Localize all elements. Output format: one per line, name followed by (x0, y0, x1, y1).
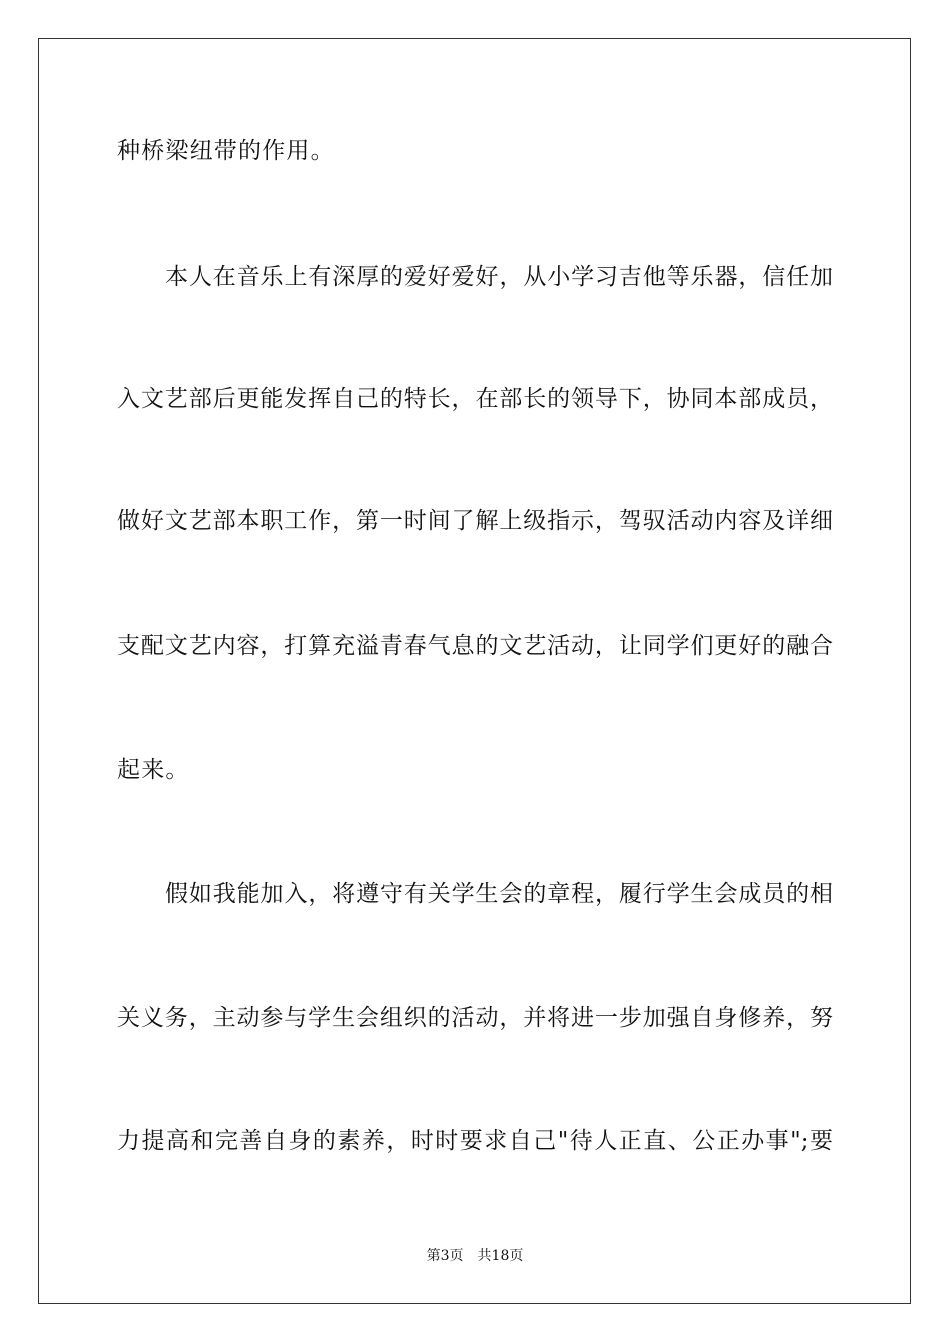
paragraph-line: 力提高和完善自身的素养，时时要求自己"待人正直、公正办事";要 (117, 1128, 833, 1154)
paragraph-line: 种桥梁纽带的作用。 (117, 138, 335, 164)
page-border (38, 38, 911, 1304)
page-number: 第3页 (426, 1248, 464, 1264)
paragraph-line: 本人在音乐上有深厚的爱好爱好，从小学习吉他等乐器，信任加 (165, 264, 833, 290)
paragraph-line: 关义务，主动参与学生会组织的活动，并将进一步加强自身修养，努 (117, 1005, 833, 1031)
paragraph-line: 假如我能加入，将遵守有关学生会的章程，履行学生会成员的相 (165, 881, 833, 907)
page-footer (0, 1247, 950, 1265)
paragraph-line: 做好文艺部本职工作，第一时间了解上级指示，驾驭活动内容及详细 (117, 508, 833, 534)
paragraph-line: 入文艺部后更能发挥自己的特长，在部长的领导下，协同本部成员， (117, 386, 833, 412)
paragraph-line: 起来。 (117, 757, 190, 783)
page-total: 共18页 (477, 1248, 524, 1264)
paragraph-line: 支配文艺内容，打算充溢青春气息的文艺活动，让同学们更好的融合 (117, 633, 833, 659)
